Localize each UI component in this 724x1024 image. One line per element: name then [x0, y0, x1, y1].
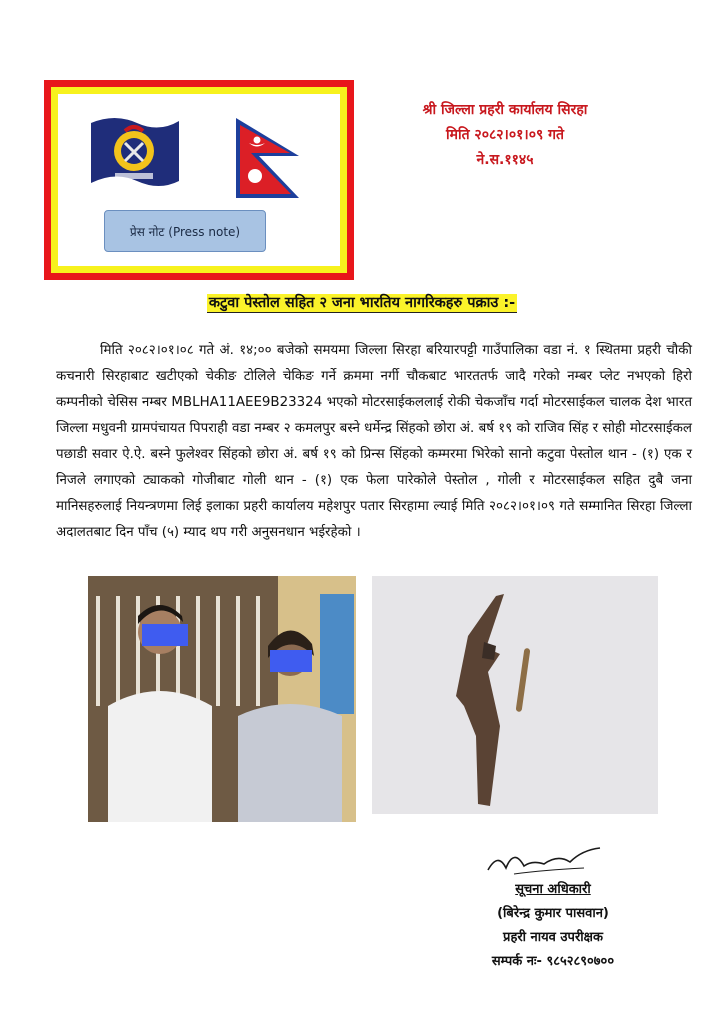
signatory-rank: प्रहरी नायव उपरीक्षक: [503, 930, 603, 945]
body-paragraph: मिति २०८२।०१।०८ गते अं. १४;०० बजेको समयमा जिल्ला सिरहा बरियारपट्टी गाउँपालिका वडा नं. १ स्थितमा प्रहरी चौकी कचनारी सिरहाबाट खटीएको चेकीङ टोलिले चेकिङ गर्ने क्रममा नर्गी चौकबाट भारततर्फ जादै गरेको नम्बर प्लेट नभएको हिरो कम्पनीको चेसिस नम्बर MBLHA11AEE9B23324 भएको मोटरसाईकललाई रोकी चेकजाँच गर्दा मोटरसाईकल चालक देश भारत जिल्ला मधुवनी ग्रामपंचायत पिपराही वडा नम्बर २ कमलपुर बस्ने धर्मेन्द्र सिंहको छोरा अं. बर्ष १९ को राजिव सिंह र सोही मोटरसाईकल पछाडी सवार ऐ.ऐ. बस्ने फुलेश्वर सिंहको छोरा अं. बर्ष १९ को प्रिन्स सिंहको कम्मरमा भिरेको सानो कटुवा पेस्तोल थान - (१) एक र निजले लगाएको ट्याकको गोजीबाट गोली थान - (१) एक फेला पारेकोले पेस्तोल , गोली र मोटरसाईकल सहित दुबै जना मानिसहरुलाई नियन्त्रणमा लिई इलाका प्रहरी कार्यालय महेशपुर पतार सिरहामा ल्याई मिति २०८२।०१।०९ गते सम्मानित सिरहा जिल्ला अदालतबाट दिन पाँच (५) म्याद थप गरी अनुसनधान भईरहेको ।: [56, 343, 692, 540]
headline: [0, 292, 724, 312]
signature: [484, 840, 604, 880]
signatory-title: सूचना अधिकारी: [515, 882, 591, 897]
headline-text: कटुवा पेस्तोल सहित २ जना भारतिय नागरिकहरु पक्राउ :-: [208, 295, 516, 311]
header-logo-box: [44, 80, 354, 280]
nepal-police-emblem-icon: [85, 111, 183, 195]
office-info: [380, 98, 630, 173]
office-name: श्री जिल्ला प्रहरी कार्यालय सिरहा: [422, 102, 588, 118]
signatory-name: (बिरेन्द्र कुमार पासवान): [497, 906, 609, 921]
seized-pistol-photo: [372, 576, 658, 814]
arrested-persons-photo: [88, 576, 356, 822]
signatory-contact: सम्पर्क नः- ९८५२८९०७००: [491, 954, 615, 969]
signatory-block: [438, 878, 668, 974]
reference-number: ने.स.११४५: [476, 152, 534, 168]
press-note-label: प्रेस नोट (Press note): [104, 210, 266, 252]
nepal-flag-icon: [233, 116, 305, 201]
date-line: मिति २०८२।०१।०९ गते: [445, 127, 565, 143]
